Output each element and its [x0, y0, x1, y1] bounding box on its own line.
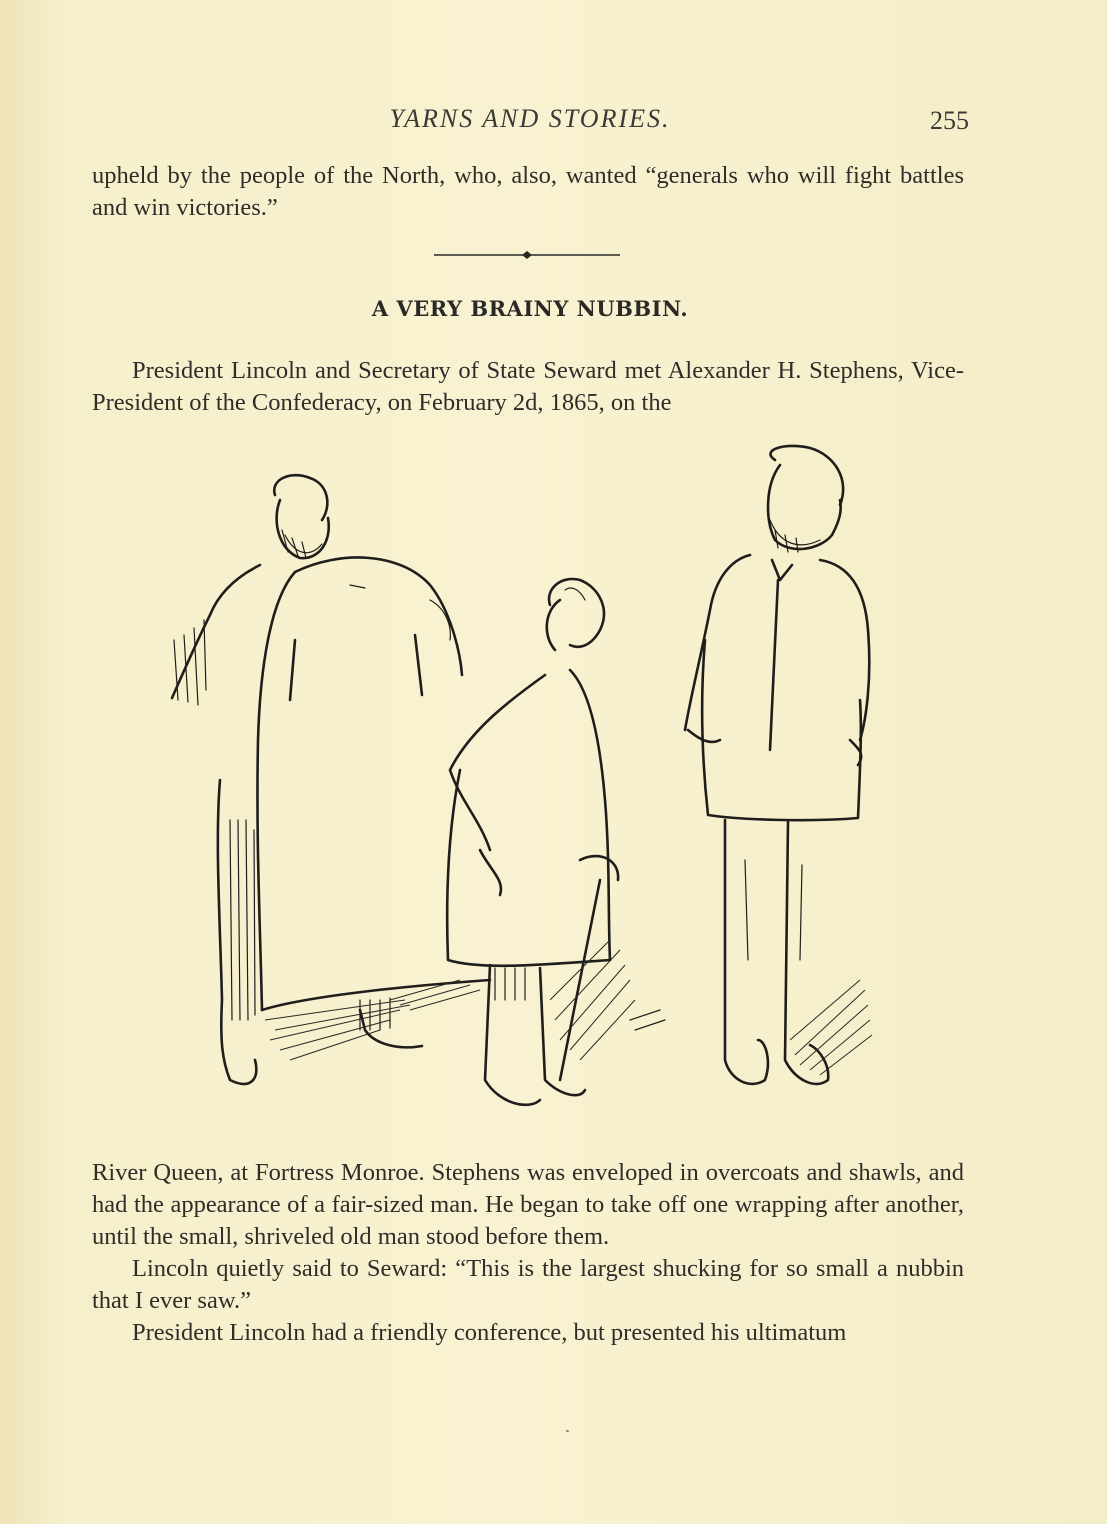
- section-divider-ornament: [434, 248, 620, 262]
- lincoln-quote: Lincoln quietly said to Seward: “This is the largest shucking for so small a nubbin that I ever saw.”: [92, 1255, 964, 1314]
- story-continuation: [92, 1157, 964, 1349]
- closing-text: President Lincoln had a friendly conference, but presented his ultimatum: [132, 1319, 847, 1346]
- running-title: YARNS AND STORIES.: [389, 104, 671, 133]
- section-heading: A VERY BRAINY NUBBIN.: [371, 296, 689, 321]
- continuation-text: River Queen, at Fortress Monroe. Stephens was enveloped in overcoats and shawls, and had the appearance of a fair-sized man. He began to take off one wrapping after another, until the small, shriveled old man stood before them.: [92, 1159, 964, 1250]
- figure-small-man: [447, 579, 665, 1105]
- intro-text: President Lincoln and Secretary of State Seward met Alexander H. Stephens, Vice-President of the Confederacy, on February 2d, 1865, on the: [92, 357, 964, 416]
- figure-tall-man: [685, 446, 872, 1084]
- cartoon-illustration: [160, 440, 880, 1140]
- page-number: 255: [930, 106, 969, 135]
- opening-paragraph: [92, 160, 964, 224]
- figure-man-holding-coat: [172, 475, 490, 1084]
- paper-speck: [566, 1430, 569, 1432]
- intro-paragraph: [92, 355, 964, 419]
- opening-text: upheld by the people of the North, who, also, wanted “generals who will fight battles and win victories.”: [92, 162, 964, 221]
